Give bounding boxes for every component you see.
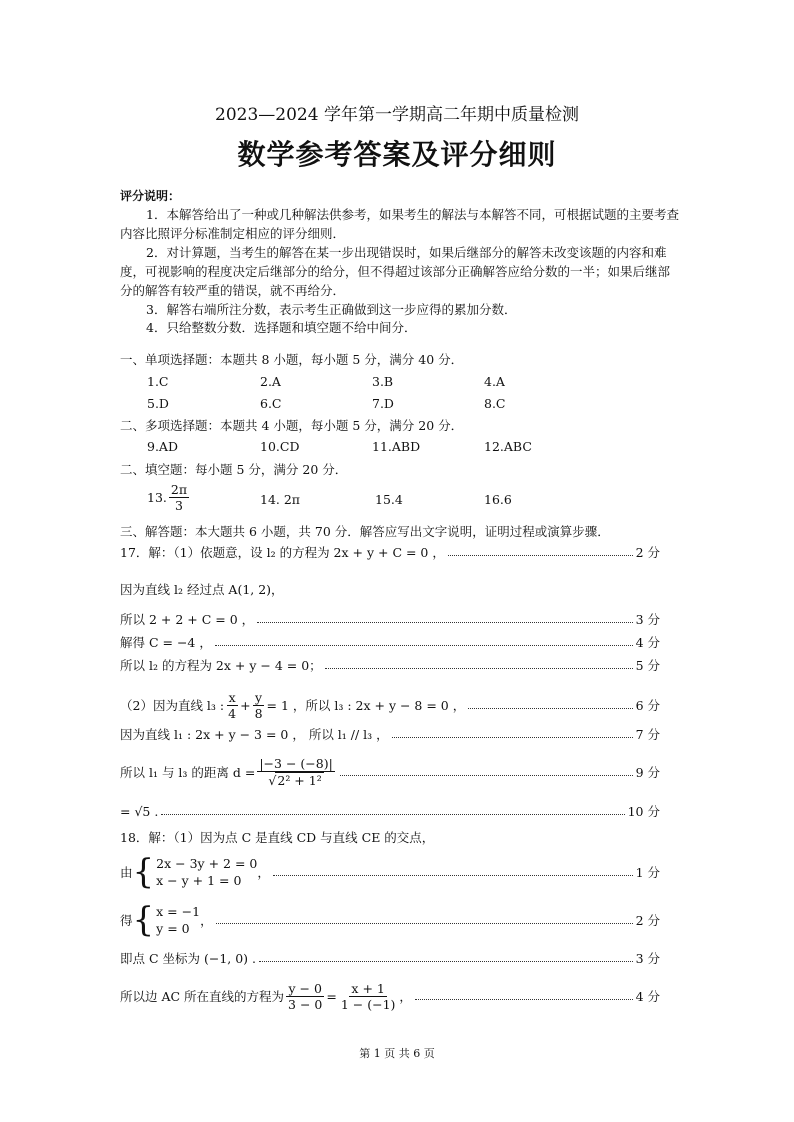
note-item-1: 1．本解答给出了一种或几种解法供参考，如果考生的解法与本解答不同，可根据试题的主要考查内容比照评分标准制定相应的评分细则． <box>120 207 679 241</box>
answer-3: 3.B <box>372 374 394 389</box>
q18-step-4: 即点 C 坐标为 (−1, 0) . 3 分 <box>120 951 660 966</box>
section-solution-heading: 三、解答题：本大题共 6 小题，共 70 分．解答应写出文字说明，证明过程或演算步骤． <box>120 524 610 539</box>
notes-heading: 评分说明： <box>120 189 181 203</box>
answer-12: 12.ABC <box>484 439 532 454</box>
fraction-13: $\frac{2\pi}{3}$ <box>170 482 188 513</box>
q17-step-6: （2）因为直线 l₃ : $\frac{x}{4}$ + $\frac{y}{8}$ = 1 ，所以 l₃ : 2x + y − 8 = 0 ， 6 分 <box>120 689 660 721</box>
q17-step-9: = √5 . 10 分 <box>120 803 660 819</box>
answer-5: 5.D <box>147 396 169 411</box>
section-single-choice-heading: 一、单项选择题：本题共 8 小题，每小题 5 分，满分 40 分． <box>120 352 464 367</box>
score-label: 5 分 <box>635 658 660 673</box>
score-label: 10 分 <box>627 804 660 819</box>
answer-1: 1.C <box>147 374 169 389</box>
note-item-3: 3．解答右端所注分数，表示考生正确做到这一步应得的累加分数． <box>146 302 517 317</box>
answer-8: 8.C <box>484 396 506 411</box>
answer-6: 6.C <box>260 396 282 411</box>
distance-fraction: $\frac{|-3 - (-8)|}{\text{√2² + 1²}}$ <box>259 756 333 788</box>
score-label: 3 分 <box>635 951 660 966</box>
q17-step-3: 所以 2 + 2 + C = 0 ， 3 分 <box>120 612 660 627</box>
answer-10: 10.CD <box>260 439 300 454</box>
page-footer: 第 1 页 共 6 页 <box>359 1047 435 1060</box>
q17-step-4: 解得 C = −4 ， 4 分 <box>120 635 660 650</box>
q17-step-8: 所以 l₁ 与 l₃ 的距离 d = $\frac{|-3 - (-8)|}{\text{√2² + 1²}}$ 9 分 <box>120 756 660 788</box>
sqrt-icon: √ <box>268 773 277 788</box>
fraction-y-over-8: $\frac{y}{8}$ <box>254 689 263 721</box>
score-label: 7 分 <box>635 727 660 742</box>
q17-step-7: 因为直线 l₁ : 2x + y − 3 = 0 ， 所以 l₁ // l₃ ， 7 分 <box>120 727 660 742</box>
note-item-2: 2．对计算题，当考生的解答在某一步出现错误时，如果后继部分的解答未改变该题的内容和难度，可视影响的程度决定后继部分的给分，但不得超过该部分正确解答应给分数的一半；如果后继部分的解答有较严重的错误，就不再给分． <box>120 245 671 298</box>
q17-step-2: 因为直线 l₂ 经过点 A(1, 2)， <box>120 582 284 597</box>
answer-9: 9.AD <box>147 439 178 454</box>
section-multi-choice-heading: 二、多项选择题：本题共 4 小题，每小题 5 分，满分 20 分． <box>120 418 464 433</box>
answer-4: 4.A <box>484 374 505 389</box>
q17-step-1: 17．解：（1）依题意，设 l₂ 的方程为 2x + y + C = 0 ， 2 分 <box>120 545 660 560</box>
answer-11: 11.ABD <box>372 439 421 454</box>
answer-16: 16.6 <box>484 492 512 507</box>
slope-fraction-1: $\frac{y - 0}{3 - 0}$ <box>288 980 323 1012</box>
answer-15: 15.4 <box>375 492 403 507</box>
answer-14: 14. 2π <box>260 492 301 507</box>
q18-step-1: 18．解：（1）因为点 C 是直线 CD 与直线 CE 的交点， <box>120 830 435 845</box>
section-fill-blank-heading: 二、填空题：每小题 5 分，满分 20 分． <box>120 462 348 477</box>
equation-system-2: { x = −1 y = 0 <box>132 900 201 940</box>
fraction-x-over-4: $\frac{x}{4}$ <box>228 689 237 721</box>
q18-step-3: 得 { x = −1 y = 0 ， 2 分 <box>120 900 660 940</box>
slope-fraction-2: $\frac{x + 1}{1 - (-1)}$ <box>340 980 396 1012</box>
score-label: 4 分 <box>635 989 660 1004</box>
left-brace-icon: { <box>132 900 155 940</box>
q17-step-5: 所以 l₂ 的方程为 2x + y − 4 = 0； 5 分 <box>120 658 660 673</box>
left-brace-icon: { <box>132 852 155 892</box>
answer-13: 13. $\frac{2\pi}{3}$ <box>147 482 188 513</box>
q18-step-5: 所以边 AC 所在直线的方程为 $\frac{y - 0}{3 - 0}$ = $\frac{x + 1}{1 - (-1)}$ ， 4 分 <box>120 980 660 1012</box>
score-label: 3 分 <box>635 612 660 627</box>
score-label: 2 分 <box>635 545 660 560</box>
equation-system-1: { 2x − 3y + 2 = 0 x − y + 1 = 0 <box>132 852 258 892</box>
exam-title: 2023—2024 学年第一学期高二年期中质量检测 <box>215 105 579 125</box>
note-item-4: 4．只给整数分数．选择题和填空题不给中间分． <box>146 320 417 335</box>
score-label: 4 分 <box>635 635 660 650</box>
q18-step-2: 由 { 2x − 3y + 2 = 0 x − y + 1 = 0 ， 1 分 <box>120 852 660 892</box>
answer-7: 7.D <box>372 396 394 411</box>
score-label: 1 分 <box>635 865 660 880</box>
answer-2: 2.A <box>260 374 281 389</box>
document-title: 数学参考答案及评分细则 <box>237 138 557 171</box>
score-label: 9 分 <box>635 765 660 780</box>
score-label: 6 分 <box>635 698 660 713</box>
score-label: 2 分 <box>635 913 660 928</box>
